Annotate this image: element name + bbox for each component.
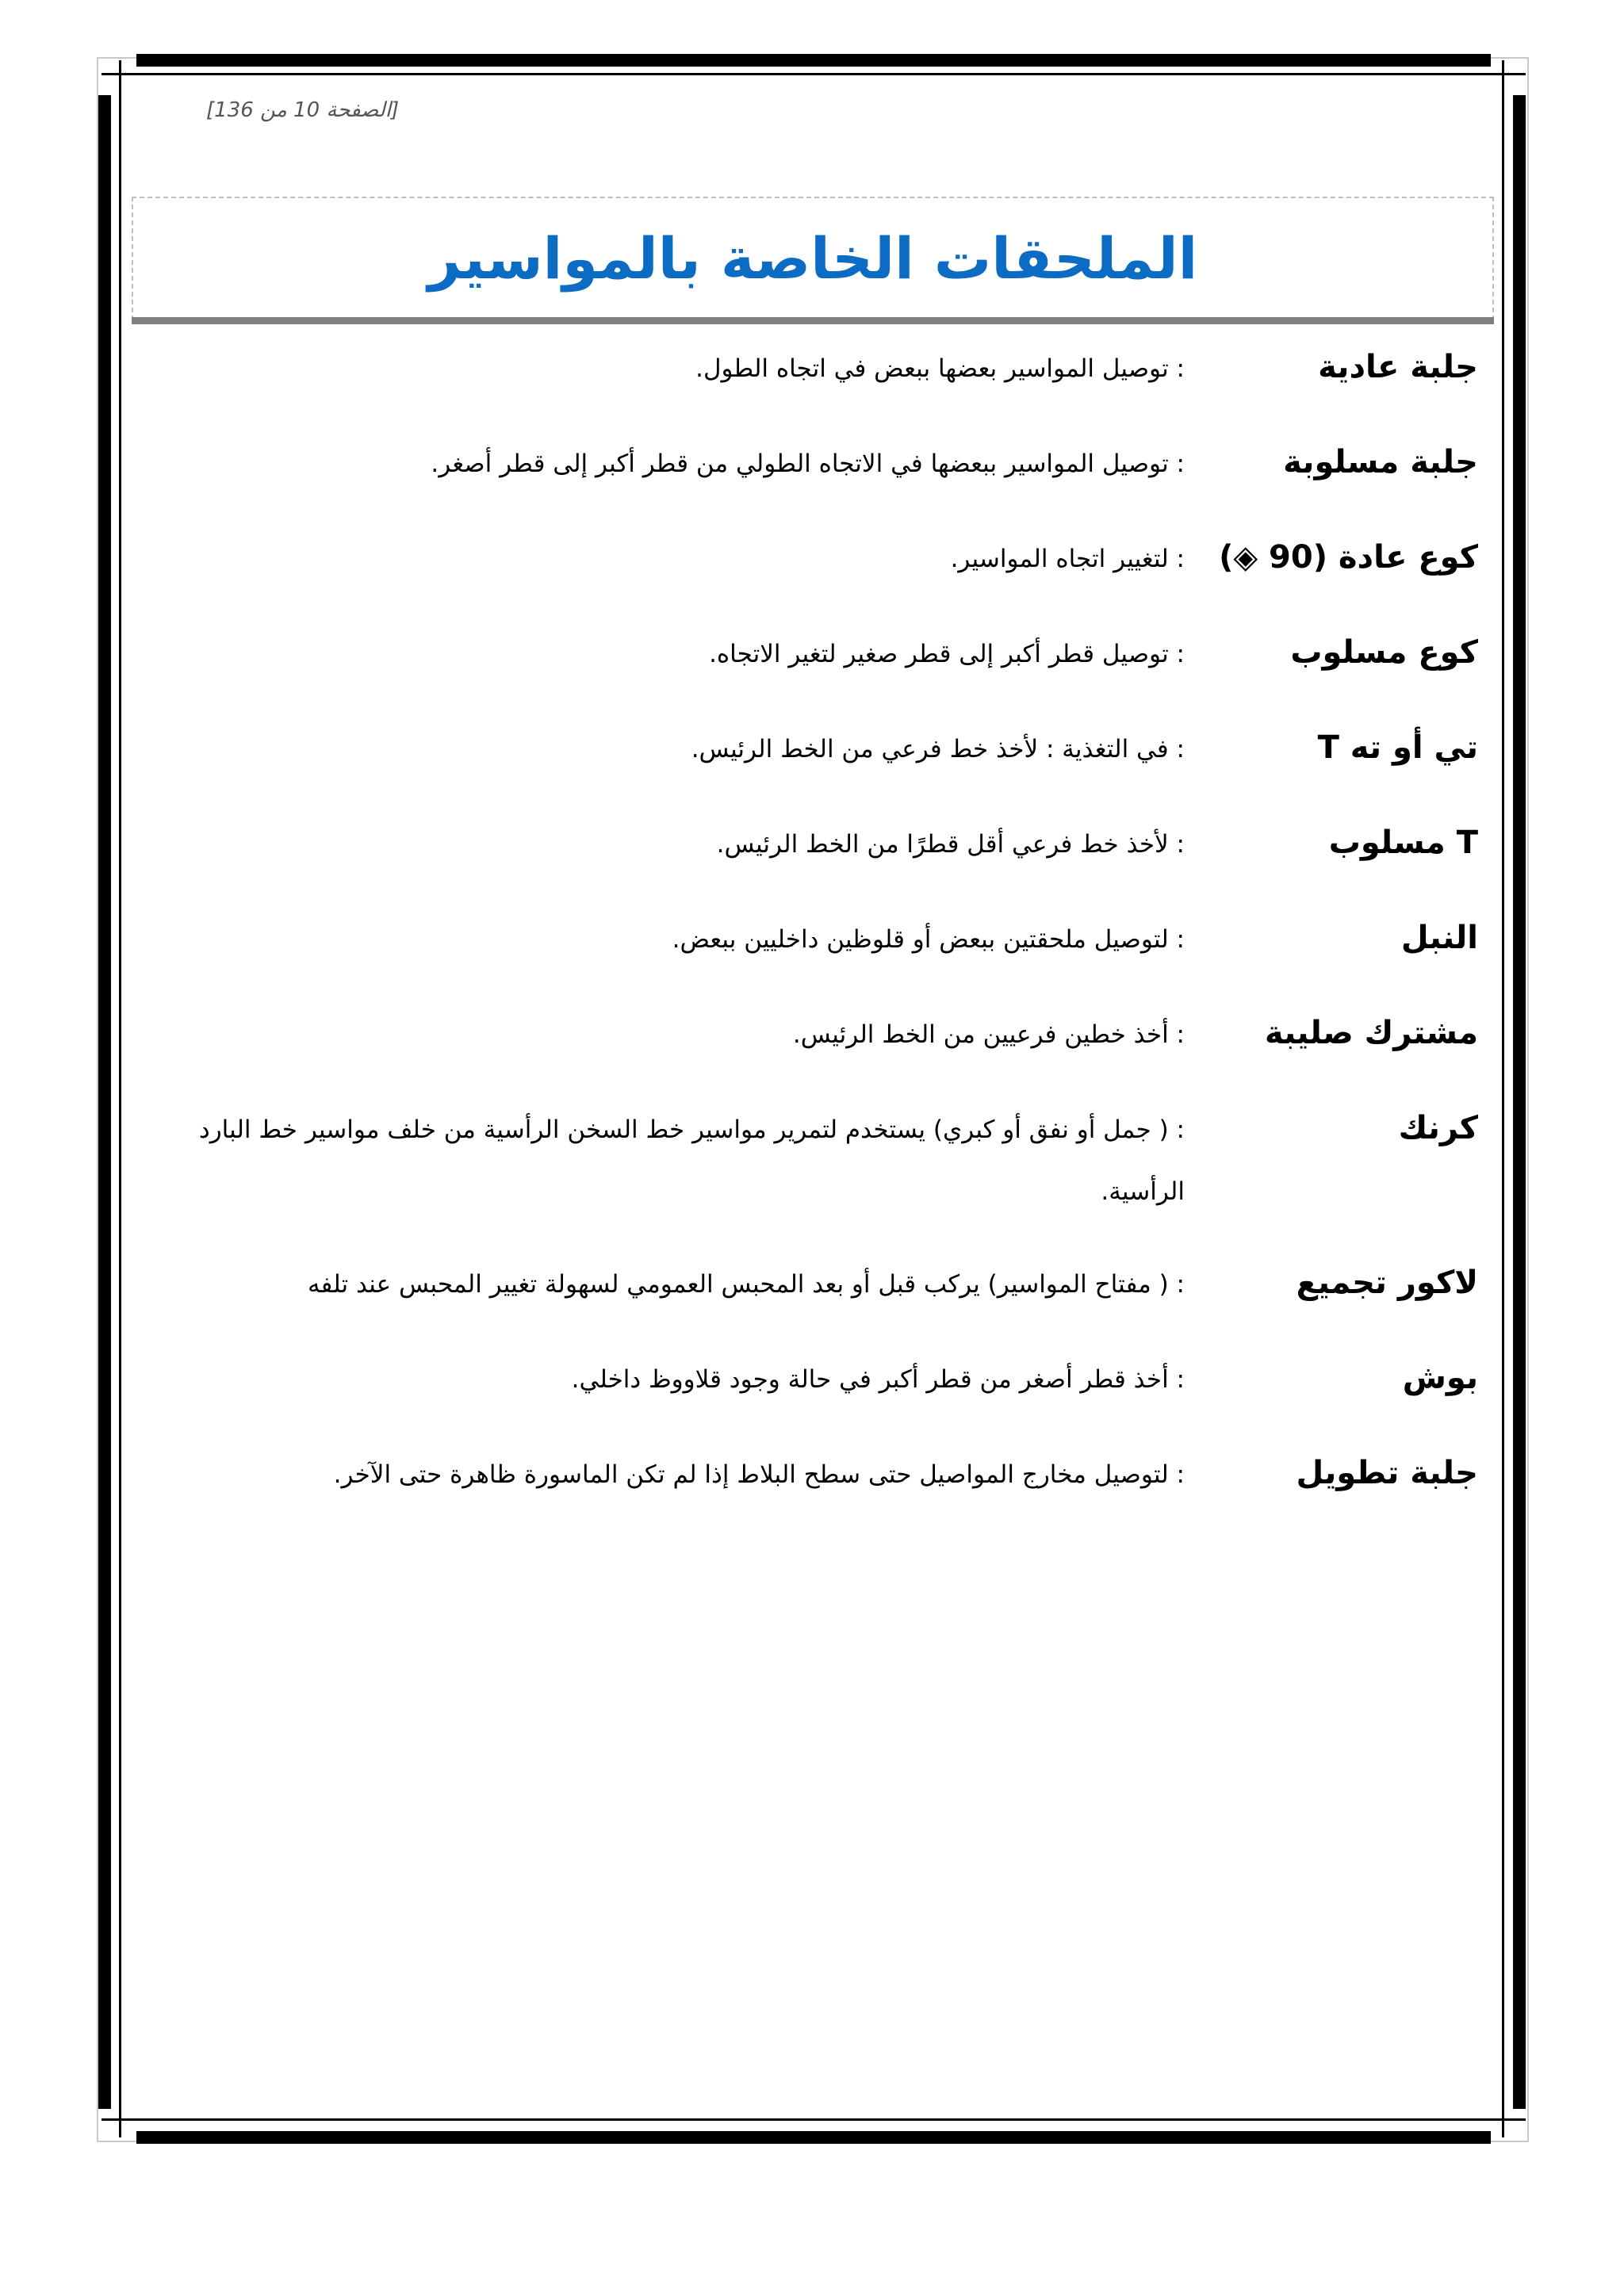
entry-term: لاكور تجميع bbox=[1296, 1265, 1478, 1301]
entry-definition: : لتوصيل ملحقتين ببعض أو قلوظين داخليين ببعض. bbox=[672, 925, 1185, 954]
entry-term: مشترك صليبة bbox=[1264, 1015, 1478, 1051]
page-frame-bottom-thin bbox=[102, 2118, 1526, 2121]
page-frame-left bbox=[98, 95, 111, 2109]
entry-definition: : توصيل قطر أكبر إلى قطر صغير لتغير الاتجاه. bbox=[709, 640, 1185, 668]
title-box bbox=[132, 197, 1494, 320]
entry-definition: : لتغيير اتجاه المواسير. bbox=[950, 545, 1185, 573]
page-frame-top bbox=[136, 54, 1491, 67]
page-title: الملحقات الخاصة بالمواسير bbox=[427, 225, 1198, 292]
entry-term: بوش bbox=[1402, 1360, 1478, 1396]
entry-term: T مسلوب bbox=[1328, 825, 1478, 861]
entry-term: جلبة مسلوبة bbox=[1283, 444, 1478, 480]
entry-definition: : في التغذية : لأخذ خط فرعي من الخط الرئيس. bbox=[691, 735, 1185, 763]
entry-definition: : أخذ خطين فرعيين من الخط الرئيس. bbox=[792, 1020, 1185, 1049]
entry-definition: : لتوصيل مخارج المواصيل حتى سطح البلاط إذا لم تكن الماسورة ظاهرة حتى الآخر. bbox=[333, 1460, 1185, 1489]
entry-definition: : توصيل المواسير ببعضها في الاتجاه الطولي من قطر أكبر إلى قطر أصغر. bbox=[431, 450, 1185, 478]
page-frame-top-thin bbox=[102, 73, 1526, 75]
entry-definition: : ( جمل أو نفق أو كبري) يستخدم لتمرير مواسير خط السخن الرأسية من خلف مواسير خط البارد الرأسية. bbox=[198, 1115, 1185, 1206]
entry-definition: : لأخذ خط فرعي أقل قطرًا من الخط الرئيس. bbox=[716, 830, 1185, 859]
entry-term: كرنك bbox=[1398, 1110, 1478, 1146]
entry-definition: : توصيل المواسير بعضها ببعض في اتجاه الطول. bbox=[695, 354, 1185, 383]
page-frame-left-thin bbox=[119, 60, 121, 2137]
title-underline bbox=[132, 317, 1494, 324]
entry-term: جلبة تطويل bbox=[1296, 1455, 1478, 1491]
page-frame-bottom bbox=[136, 2131, 1491, 2144]
page-frame-right bbox=[1513, 95, 1526, 2109]
entry-term: النبل bbox=[1400, 920, 1478, 956]
entry-term: كوع عادة (90 ◈) bbox=[1219, 539, 1478, 576]
entry-definition: : أخذ قطر أصغر من قطر أكبر في حالة وجود قلاووظ داخلي. bbox=[571, 1365, 1185, 1394]
entry-term: تي أو ته T bbox=[1317, 729, 1478, 766]
page-frame-right-thin bbox=[1502, 60, 1504, 2137]
entry-term: جلبة عادية bbox=[1318, 349, 1478, 385]
entry-term: كوع مسلوب bbox=[1290, 634, 1478, 671]
entry-definition: : ( مفتاح المواسير) يركب قبل أو بعد المحبس العمومي لسهولة تغيير المحبس عند تلفه bbox=[307, 1270, 1185, 1299]
page-number: [الصفحة 10 من 136] bbox=[206, 98, 400, 122]
